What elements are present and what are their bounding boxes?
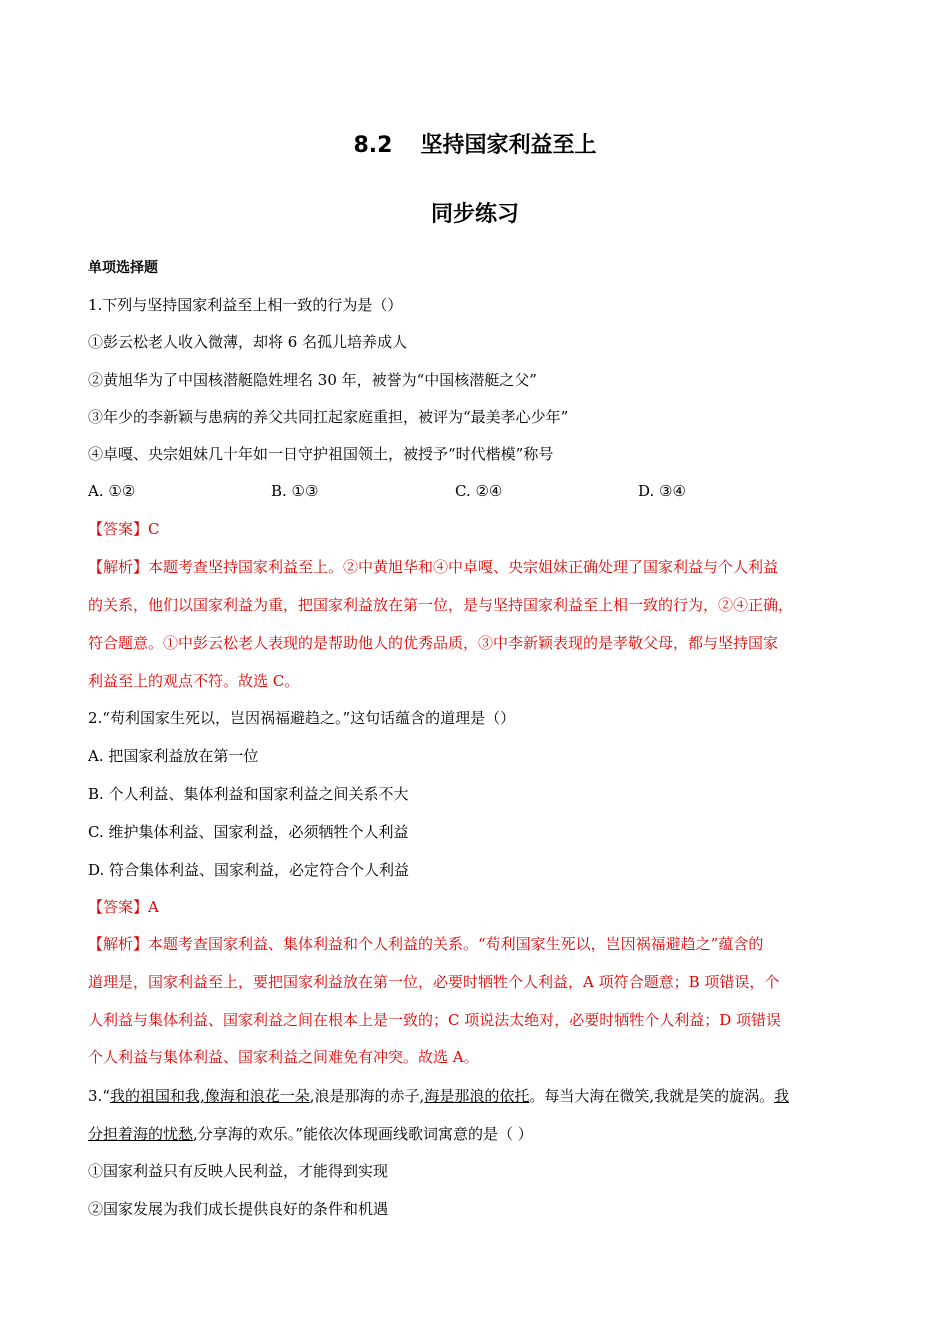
q2-option-a: A. 把国家利益放在第一位 [88,747,259,765]
q1-analysis-line-1: 【解析】本题考查坚持国家利益至上。②中黄旭华和④中卓嘎、央宗姐妹正确处理了国家利益与个人利益 [88,558,779,576]
q2-analysis-line-3: 人利益与集体利益、国家利益之间在根本上是一致的；C 项说法太绝对，必要时牺牲个人利益；D 项错误 [88,1011,782,1029]
q1-item-3: ③年少的李新颖与患病的养父共同扛起家庭重担，被评为“最美孝心少年” [88,408,569,426]
q1-item-1: ①彭云松老人收入微薄，却将 6 名孤儿培养成人 [88,333,408,351]
q2-option-c: C. 维护集体利益、国家利益，必须牺牲个人利益 [88,823,409,841]
q3-item-2: ②国家发展为我们成长提供良好的条件和机遇 [88,1200,389,1218]
q3-stem-line-1: 3.“我的祖国和我,像海和浪花一朵,浪是那海的赤子,海是那浪的依托。每当大海在微笑,我就是笑的旋涡。我 [88,1087,790,1105]
q1-option-a: A. ①② [88,482,136,500]
q3-underlined-lyric-2: 海是那浪的依托 [424,1087,530,1105]
q3-underlined-lyric-1: 我的祖国和我,像海和浪花一朵 [109,1087,310,1105]
q1-item-2: ②黄旭华为了中国核潜艇隐姓埋名 30 年，被誉为“中国核潜艇之父” [88,371,537,389]
q1-option-c: C. ②④ [455,482,503,500]
title-number: 8.2 [353,133,393,158]
q2-answer: 【答案】A [88,898,159,916]
q3-stem-line-2: 分担着海的忧愁,分享海的欢乐。”能依次体现画线歌词寓意的是（ ） [88,1125,533,1143]
title-text: 坚持国家利益至上 [420,133,597,158]
q3-item-1: ①国家利益只有反映人民利益，才能得到实现 [88,1162,389,1180]
q2-option-b: B. 个人利益、集体利益和国家利益之间关系不大 [88,785,409,803]
q1-stem: 1.下列与坚持国家利益至上相一致的行为是（） [88,296,403,314]
q1-item-4: ④卓嘎、央宗姐妹几十年如一日守护祖国领土，被授予“时代楷模”称号 [88,445,554,463]
q3-underlined-lyric-3-cont: 分担着海的忧愁 [88,1125,194,1143]
q2-analysis-line-4: 个人利益与集体利益、国家利益之间难免有冲突。故选 A。 [88,1048,479,1066]
q2-analysis-line-1: 【解析】本题考查国家利益、集体利益和个人利益的关系。“苟利国家生死以，岂因祸福避趋之”蕴含的 [88,935,764,953]
q1-answer: 【答案】C [88,520,160,538]
q2-stem: 2.“苟利国家生死以，岂因祸福避趋之。”这句话蕴含的道理是（） [88,709,516,727]
page-title [0,128,950,159]
q1-analysis-line-3: 符合题意。①中彭云松老人表现的是帮助他人的优秀品质，③中李新颖表现的是孝敬父母，都与坚持国家 [88,634,779,652]
page-subtitle: 同步练习 [430,202,519,227]
q1-option-d: D. ③④ [638,482,686,500]
q1-analysis-line-2: 的关系，他们以国家利益为重，把国家利益放在第一位，是与坚持国家利益至上相一致的行为，②④正确， [88,596,794,614]
q2-option-d: D. 符合集体利益、国家利益，必定符合个人利益 [88,861,410,879]
q1-option-b: B. ①③ [271,482,319,500]
section-heading: 单项选择题 [88,260,158,276]
q3-underlined-lyric-3: 我 [774,1087,790,1105]
q2-analysis-line-2: 道理是，国家利益至上，要把国家利益放在第一位，必要时牺牲个人利益，A 项符合题意；B 项错误，个 [88,973,780,991]
q1-analysis-line-4: 利益至上的观点不符。故选 C。 [88,672,300,690]
